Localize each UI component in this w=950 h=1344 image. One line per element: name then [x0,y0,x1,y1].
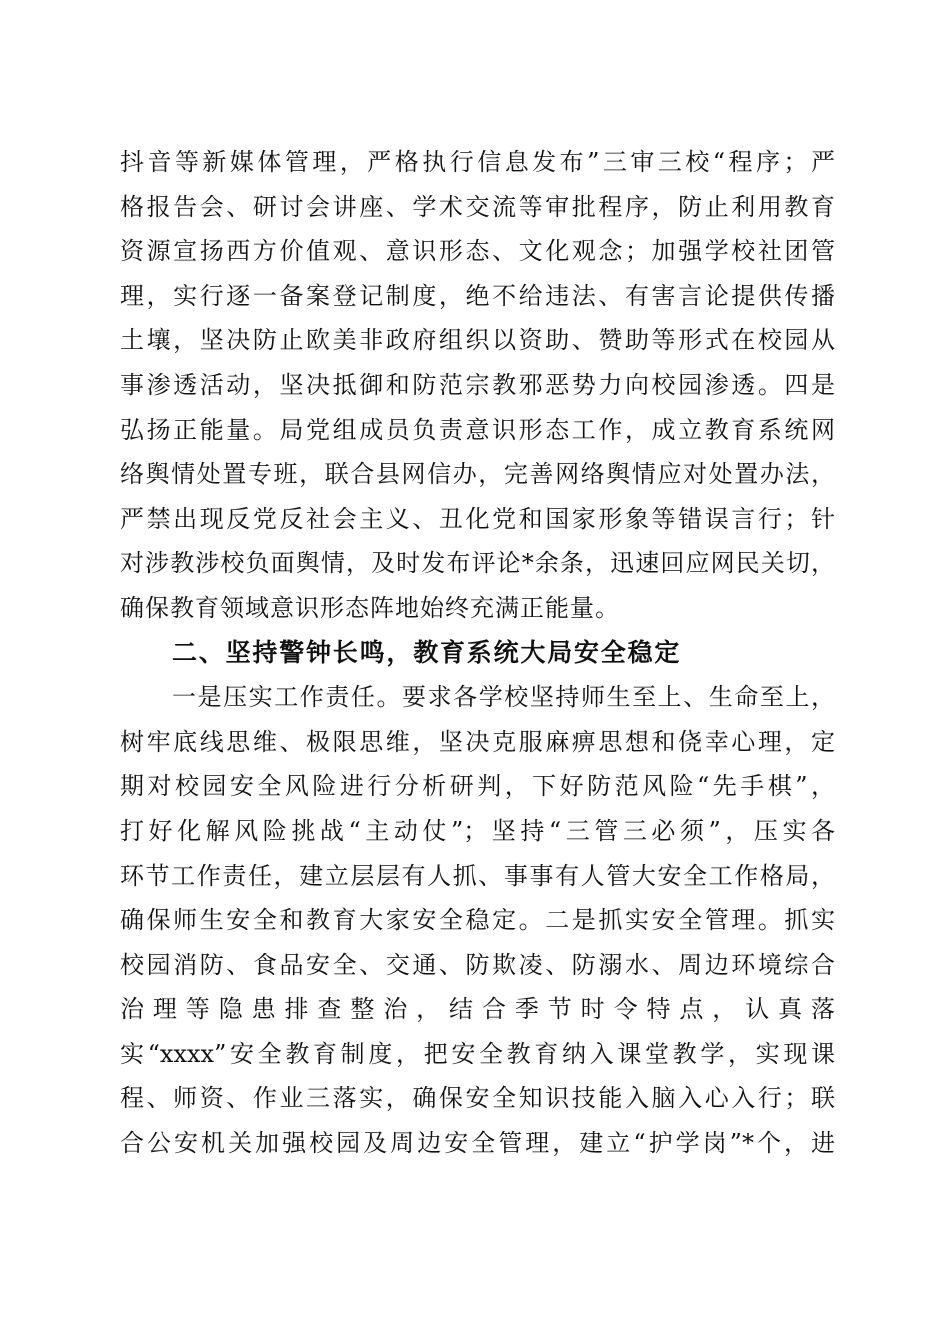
body-text-line: 资源宣扬西方价值观、意识形态、文化观念；加强学校社团管 [120,237,835,266]
body-text-line: 确保师生安全和教育大家安全稳定。二是抓实安全管理。抓实 [120,906,835,935]
body-text-line: 确保教育领域意识形态阵地始终充满正能量。 [120,593,620,622]
body-text-line: 理，实行逐一备案登记制度，绝不给违法、有害言论提供传播 [120,281,835,310]
body-text-line: 治理等隐患排查整治，结合季节时令特点，认真落 [120,995,835,1024]
body-text-line: 严禁出现反党反社会主义、丑化党和国家形象等错误言行；针 [120,504,835,533]
body-text-line: 事渗透活动，坚决抵御和防范宗教邪恶势力向校园渗透。四是 [120,370,835,399]
body-text-line: 环节工作责任，建立层层有人抓、事事有人管大安全工作格局， [120,861,835,890]
body-text-line: 期对校园安全风险进行分析研判，下好防范风险“先手棋”， [120,772,835,801]
body-text-line: 程、师资、作业三落实，确保安全知识技能入脑入心入行；联 [120,1084,835,1113]
body-text-line: 打好化解风险挑战“主动仗”；坚持“三管三必须”，压实各 [120,816,835,845]
body-text-line: 树牢底线思维、极限思维，坚决克服麻痹思想和侥幸心理，定 [120,727,835,756]
paragraph-continued [120,140,835,631]
body-text-line: 抖音等新媒体管理，严格执行信息发布”三审三校“程序；严 [120,148,835,176]
body-text-line: 弘扬正能量。局党组成员负责意识形态工作，成立教育系统网 [120,415,835,444]
paragraph-safety [120,675,835,1166]
body-text-line: 实“xxxx”安全教育制度，把安全教育纳入课堂教学，实现课 [120,1039,835,1068]
body-text-line: 格报告会、研讨会讲座、学术交流等审批程序，防止利用教育 [120,192,835,221]
body-text-line: 土壤，坚决防止欧美非政府组织以资助、赞助等形式在校园从 [120,326,835,355]
section-heading: 二、坚持警钟长鸣，教育系统大局安全稳定 [172,637,682,667]
body-text-line: 校园消防、食品安全、交通、防欺凌、防溺水、周边环境综合 [120,950,835,979]
body-text-line: 络舆情处置专班，联合县网信办，完善网络舆情应对处置办法， [120,460,835,489]
body-text-line: 合公安机关加强校园及周边安全管理，建立“护学岗”*个，进 [120,1129,835,1158]
body-text-line: 一是压实工作责任。要求各学校坚持师生至上、生命至上， [172,683,835,712]
body-text-line: 对涉教涉校负面舆情，及时发布评论*余条，迅速回应网民关切， [120,549,835,578]
document-body [120,140,835,1166]
